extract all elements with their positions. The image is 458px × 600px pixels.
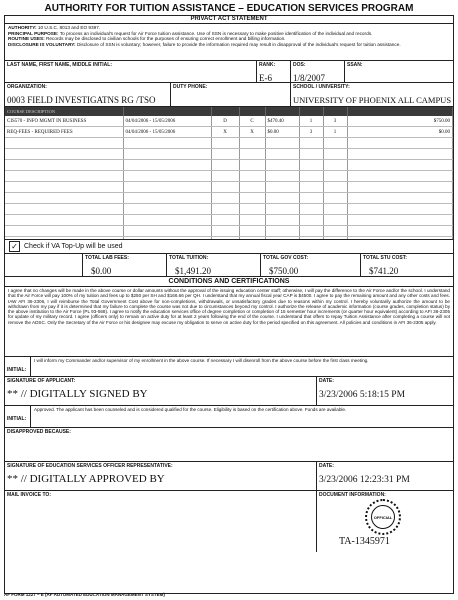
applicant-signature-cell <box>5 377 317 405</box>
organization-label: ORGANIZATION: <box>7 84 47 90</box>
course-table <box>5 107 453 239</box>
officer-signature-cell <box>5 462 317 490</box>
table-row <box>5 226 453 237</box>
table-row <box>5 193 453 204</box>
privacy-statement <box>5 23 453 60</box>
total-stu-cost-label: TOTAL STU COST: <box>363 255 407 261</box>
totals-spacer <box>5 254 83 276</box>
initial-label: INITIAL: <box>7 367 27 373</box>
seal-text: OFFICIAL <box>371 505 395 529</box>
va-topup-label: Check if VA Top-Up will be used <box>24 243 123 250</box>
organization-row <box>5 82 453 106</box>
applicant-signature-date-label: DATE: <box>319 378 334 384</box>
routine-text: Records may be disclosed to civilian schools for the purposes of ensuring correct enrollment and billing information. <box>46 36 286 42</box>
total-stu-cost-cell <box>361 254 453 276</box>
course-table-header <box>5 107 453 116</box>
course-count-a: 1 <box>299 116 323 127</box>
rank-label: RANK: <box>259 62 276 68</box>
applicant-signature-date-cell <box>317 377 453 405</box>
officer-signature-label: SIGNATURE OF EDUCATION SERVICES OFFICER REPRESENTATIVE: <box>7 463 173 469</box>
course-code-a: X <box>211 127 239 138</box>
col-header <box>123 107 211 116</box>
applicant-row <box>5 60 453 82</box>
applicant-signature-row <box>5 376 453 405</box>
course-amount: $470.40 <box>265 116 299 127</box>
ssan-cell <box>345 61 453 82</box>
conditions-initial-cell <box>5 357 31 376</box>
disclosure-text: Disclosure of SSN is voluntary; however, failure to provide the information required may result in disapproval of the individual's request for tuition assistance. <box>76 41 401 47</box>
table-row <box>5 204 453 215</box>
course-dates: 04/04/2006 - 15/05/2006 <box>123 127 211 138</box>
course-code-a: D <box>211 116 239 127</box>
approval-row <box>5 405 453 427</box>
total-stu-cost-value: $741.20 <box>369 266 399 276</box>
school-value: UNIVERSITY OF PHOENIX ALL CAMPUS <box>293 95 452 105</box>
table-row <box>5 237 453 240</box>
approval-initial-label: INITIAL: <box>7 416 27 422</box>
course-table-area <box>5 106 453 239</box>
course-description: CIS570 - INFO MGMT IN BUSINESS <box>5 116 123 127</box>
form-body <box>4 15 454 594</box>
form-title: AUTHORITY FOR TUITION ASSISTANCE – EDUCATION SERVICES PROGRAM <box>44 3 414 14</box>
dos-cell <box>291 61 345 82</box>
approval-text: Approved. The applicant has been counseled and is considered qualified for the course. Eligibility is based on the certification above. Funds are available. <box>34 407 347 412</box>
dos-value: 1/8/2007 <box>293 73 326 82</box>
disapproved-cell <box>5 427 453 461</box>
col-header <box>323 107 347 116</box>
disapproved-label: DISAPPROVED BECAUSE: <box>7 429 71 435</box>
applicant-signature-value: ** // DIGITALLY SIGNED BY <box>7 388 148 400</box>
course-cost: $750.00 <box>347 116 453 127</box>
course-amount: $0.00 <box>265 127 299 138</box>
course-count-b: 1 <box>323 127 347 138</box>
col-header <box>299 107 323 116</box>
total-lab-fees-label: TOTAL LAB FEES: <box>85 255 129 261</box>
conditions-text: I agree that no changes will be made in the above course or dollar amounts without the approval of the issuing education center staff; otherwise, I will pay the difference to the Air Force and/or the school. I understand that the Air Force will pay 100% of my tuition and fees up to $250 per SH and $166.66 per QH. I understand that my annual fiscal year CAP is $4500. I agree to pay the remaining amount and any other costs and fees. IAW AFI 36-2306, I will reimburse the Total Government Cost above for non-completions, withdrawals, or unsatisfactory grades due to reasons within my control. I hereby voluntarily authorize the amount to be withdrawn from my pay if it is determined that my failure to complete the course was not due to circumstances beyond my control. I authorize the release of academic information (course grades, completion status) by the above institution to the Air Force (PL 93-568). I agree to notify the education services office of degree completion or completion of 15 semester hour increments (or quarter hour equivalent) according to AFI 36-2305 for update of my military record. I agree (officers only) to remain on active duty for at least 2 years following the end of the course. I understand that offers to repay Tuition Assistance after completing a course will not remove the ADSC. Only the Secretary of the Air Force or his designee may excuse my obligation to serve on active duty for the period specified on this agreement. All policies and conditions in AFI 36-2305 apply. <box>5 286 453 356</box>
organization-cell <box>5 83 171 106</box>
table-row <box>5 215 453 226</box>
duty-phone-cell <box>171 83 291 106</box>
course-count-a: 3 <box>299 127 323 138</box>
col-header <box>347 107 453 116</box>
duty-phone-label: DUTY PHONE: <box>173 84 208 90</box>
rank-cell <box>257 61 291 82</box>
officer-signature-row <box>5 461 453 490</box>
total-tuition-cell <box>167 254 261 276</box>
total-gov-cost-value: $750.00 <box>269 266 299 276</box>
applicant-signature-label: SIGNATURE OF APPLICANT: <box>7 378 76 384</box>
disclosure-label: DISCLOSURE IS VOLUNTARY: <box>8 41 76 47</box>
total-lab-fees-cell <box>83 254 167 276</box>
school-label: SCHOOL / UNIVERSITY: <box>293 84 350 90</box>
col-header: COURSE DESCRIPTION <box>5 107 123 116</box>
officer-signature-date-cell <box>317 462 453 490</box>
course-description: REQ-FEES - REQUIRED FEES <box>5 127 123 138</box>
table-row <box>5 182 453 193</box>
dos-label: DOS: <box>293 62 306 68</box>
total-tuition-value: $1,491.20 <box>175 266 211 276</box>
table-row <box>5 149 453 160</box>
mail-invoice-cell <box>5 491 317 552</box>
course-count-b: 3 <box>323 116 347 127</box>
conditions-initial-text: I will inform my Commander and/or supervisor of my enrollment in the above course. If necessary I will disenroll from the above course before the first class meeting. <box>34 358 369 363</box>
course-dates: 04/04/2006 - 15/05/2006 <box>123 116 211 127</box>
total-gov-cost-cell <box>261 254 361 276</box>
official-seal-icon <box>365 499 401 535</box>
course-code-b: X <box>239 127 265 138</box>
privacy-header: PRIVACT ACT STATEMENT <box>190 16 268 22</box>
organization-value: 0003 FIELD INVESTIGATNS RG /TSO <box>7 95 156 105</box>
routine-label: ROUTINE USES: <box>8 36 45 42</box>
officer-signature-value: ** // DIGITALLY APPROVED BY <box>7 473 165 485</box>
conditions-initial-row <box>5 356 453 376</box>
conditions-title: CONDITIONS AND CERTIFICATIONS <box>5 276 453 286</box>
col-header <box>211 107 239 116</box>
purpose-label: PRINCIPAL PURPOSE: <box>8 30 59 36</box>
name-label: LAST NAME, FIRST NAME, MIDDLE INITIAL: <box>7 62 112 68</box>
purpose-text: To process an individual's request for Air Force tuition assistance. Use of SSN is necessary to make positive identification of the individual and records. <box>59 30 373 36</box>
school-cell <box>291 83 453 106</box>
mail-invoice-label: MAIL INVOICE TO: <box>7 492 51 498</box>
tuition-assistance-form <box>4 3 454 597</box>
document-info-label: DOCUMENT INFORMATION: <box>319 492 386 498</box>
total-gov-cost-label: TOTAL GOV COST: <box>263 255 309 261</box>
table-row <box>5 116 453 127</box>
course-code-b: C <box>239 116 265 127</box>
authority-label: AUTHORITY: <box>8 25 37 30</box>
authority-text: 10 U.S.C. 8013 and EO 9397. <box>37 25 101 30</box>
mail-document-row <box>5 490 453 552</box>
total-lab-fees-value: $0.00 <box>91 266 112 276</box>
ssan-label: SSAN: <box>347 62 363 68</box>
table-row <box>5 160 453 171</box>
table-row <box>5 171 453 182</box>
col-header <box>265 107 299 116</box>
name-cell <box>5 61 257 82</box>
document-number: TA-1345971 <box>339 536 390 547</box>
table-row <box>5 138 453 149</box>
va-topup-checkbox[interactable]: ✓ <box>9 241 20 252</box>
totals-row <box>5 253 453 276</box>
approval-initial-cell <box>5 406 31 427</box>
form-footer: AF FORM 1227 – E (AF AUTOMATED EDUCATION MANAGEMENT SYSTEM) <box>4 592 165 597</box>
officer-signature-date-value: 3/23/2006 12:23:31 PM <box>319 475 410 485</box>
total-tuition-label: TOTAL TUITION: <box>169 255 209 261</box>
document-info-cell <box>317 491 453 552</box>
va-topup-row <box>5 239 453 253</box>
table-row <box>5 127 453 138</box>
applicant-signature-date-value: 3/23/2006 5:18:15 PM <box>319 390 406 400</box>
col-header <box>239 107 265 116</box>
course-cost: $0.00 <box>347 127 453 138</box>
officer-signature-date-label: DATE: <box>319 463 334 469</box>
rank-value: E-6 <box>259 73 272 82</box>
